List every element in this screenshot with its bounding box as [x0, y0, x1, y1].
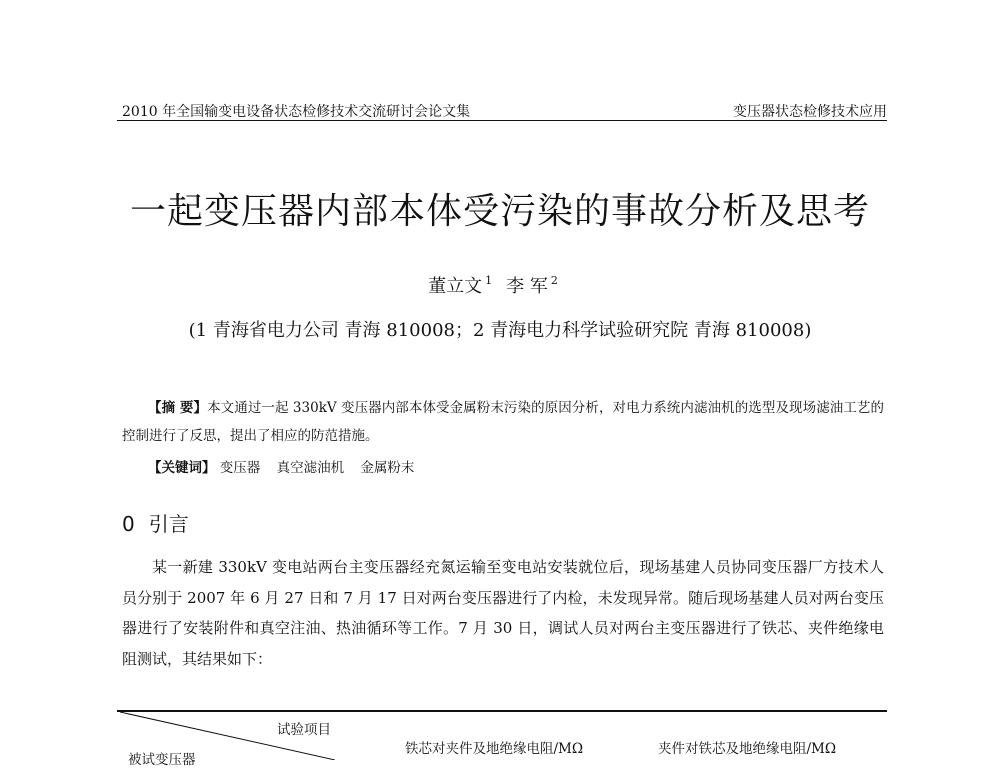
section-heading	[122, 508, 189, 537]
keyword: 金属粉末	[360, 460, 415, 476]
abstract-label: 【摘 要】	[148, 400, 208, 416]
keywords	[148, 456, 426, 476]
section-title: 引言	[148, 512, 189, 536]
abstract	[122, 394, 884, 450]
table-header-item: 试验项目	[277, 722, 331, 738]
author-name: 李 军	[506, 276, 548, 297]
section-number: 0	[122, 512, 135, 536]
header-rule	[117, 120, 887, 121]
body-paragraph: 某一新建 330kV 变电站两台主变压器经充氮运输至变电站安装就位后，现场基建人员协同变压器厂方技术人员分别于 2007 年 6 月 27 日和 7 月 17 日对两台变压器进行了内检，未发现异常。随后现场基建人员对两台变压器进行了安装附件和真空注油、热油循环等工作。7 月 30 日，调试人员对两台主变压器进行了铁芯、夹件绝缘电阻测试，其结果如下：	[122, 558, 884, 668]
running-header-left: 2010 年全国输变电设备状态检修技术交流研讨会论文集	[122, 104, 471, 120]
keyword: 真空滤油机	[276, 460, 345, 476]
keywords-label: 【关键词】	[148, 460, 216, 476]
running-header-right: 变压器状态检修技术应用	[733, 104, 887, 120]
paper-title: 一起变压器内部本体受污染的事故分析及思考	[129, 191, 870, 232]
author-name: 董立文	[428, 276, 483, 297]
author-affiliation-mark: 1	[485, 274, 493, 287]
author-affiliation-mark: 2	[550, 274, 558, 287]
table-column-header: 铁芯对夹件及地绝缘电阻/MΩ	[405, 741, 584, 757]
table-column-header: 夹件对铁芯及地绝缘电阻/MΩ	[658, 741, 837, 757]
table-header-object: 被试变压器	[128, 752, 196, 768]
abstract-text: 本文通过一起 330kV 变压器内部本体受金属粉末污染的原因分析，对电力系统内滤油机的选型及现场滤油工艺的控制进行了反思，提出了相应的防范措施。	[122, 400, 885, 444]
affiliation-line: (1 青海省电力公司 青海 810008；2 青海电力科学试验研究院 青海 810008)	[188, 320, 812, 341]
author-line	[0, 272, 1000, 298]
keyword: 变压器	[219, 460, 261, 476]
